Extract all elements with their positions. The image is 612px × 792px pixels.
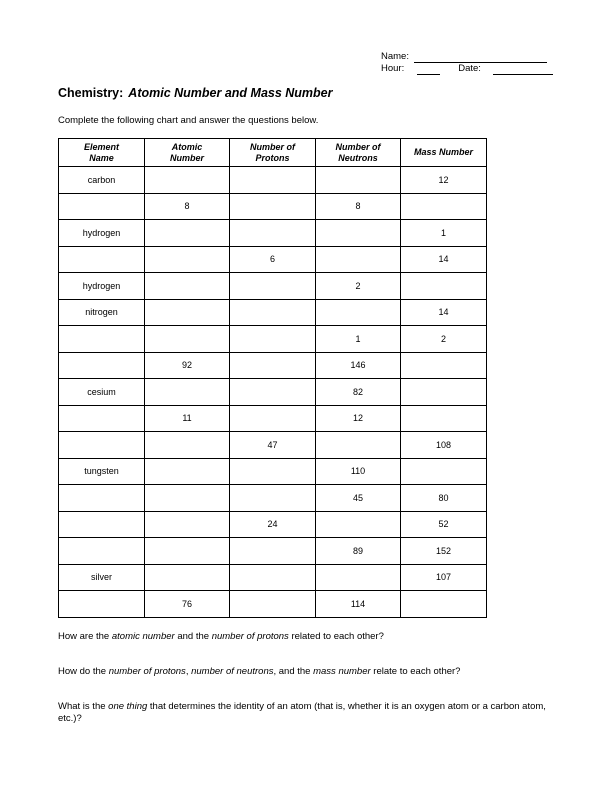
cell-protons: 47	[230, 432, 316, 459]
cell-element-name: carbon	[59, 167, 145, 194]
table-row	[59, 246, 487, 273]
cell-element-name[interactable]	[59, 432, 145, 459]
date-label: Date:	[458, 63, 481, 74]
cell-protons[interactable]	[230, 458, 316, 485]
cell-protons: 6	[230, 246, 316, 273]
cell-neutrons: 12	[316, 405, 401, 432]
cell-mass-number: 1	[401, 220, 487, 247]
cell-atomic-number[interactable]	[145, 220, 230, 247]
chart-header-row	[59, 139, 487, 167]
cell-protons[interactable]	[230, 273, 316, 300]
cell-element-name[interactable]	[59, 326, 145, 353]
cell-mass-number: 107	[401, 564, 487, 591]
cell-atomic-number[interactable]	[145, 299, 230, 326]
header-mass-number: Mass Number	[401, 139, 487, 167]
cell-mass-number[interactable]	[401, 405, 487, 432]
cell-protons[interactable]	[230, 538, 316, 565]
cell-element-name[interactable]	[59, 193, 145, 220]
cell-atomic-number[interactable]	[145, 326, 230, 353]
cell-mass-number: 2	[401, 326, 487, 353]
cell-neutrons[interactable]	[316, 564, 401, 591]
date-blank[interactable]	[493, 64, 553, 75]
cell-atomic-number[interactable]	[145, 485, 230, 512]
cell-atomic-number[interactable]	[145, 379, 230, 406]
cell-element-name: silver	[59, 564, 145, 591]
cell-element-name[interactable]	[59, 511, 145, 538]
table-row	[59, 352, 487, 379]
cell-mass-number[interactable]	[401, 352, 487, 379]
cell-neutrons: 82	[316, 379, 401, 406]
name-line	[381, 51, 553, 63]
page-title	[58, 86, 333, 100]
cell-protons[interactable]	[230, 379, 316, 406]
cell-element-name: hydrogen	[59, 273, 145, 300]
cell-protons[interactable]	[230, 220, 316, 247]
cell-protons[interactable]	[230, 193, 316, 220]
cell-atomic-number[interactable]	[145, 458, 230, 485]
cell-element-name[interactable]	[59, 352, 145, 379]
cell-element-name[interactable]	[59, 405, 145, 432]
cell-mass-number: 12	[401, 167, 487, 194]
cell-mass-number: 14	[401, 299, 487, 326]
hour-blank[interactable]	[417, 64, 440, 75]
table-row	[59, 591, 487, 618]
title-main: Chemistry:	[58, 86, 124, 100]
cell-atomic-number: 8	[145, 193, 230, 220]
cell-protons[interactable]	[230, 485, 316, 512]
instructions: Complete the following chart and answer the questions below.	[58, 115, 319, 126]
question-2: How do the number of protons, number of neutrons, and the mass number relate to each other?	[58, 666, 461, 677]
cell-protons[interactable]	[230, 326, 316, 353]
table-row	[59, 564, 487, 591]
cell-atomic-number[interactable]	[145, 432, 230, 459]
cell-mass-number: 108	[401, 432, 487, 459]
cell-neutrons: 1	[316, 326, 401, 353]
cell-atomic-number[interactable]	[145, 564, 230, 591]
cell-neutrons[interactable]	[316, 246, 401, 273]
table-row	[59, 167, 487, 194]
cell-mass-number: 52	[401, 511, 487, 538]
cell-atomic-number[interactable]	[145, 246, 230, 273]
table-row	[59, 193, 487, 220]
cell-atomic-number[interactable]	[145, 511, 230, 538]
cell-element-name: cesium	[59, 379, 145, 406]
cell-neutrons: 146	[316, 352, 401, 379]
cell-neutrons: 110	[316, 458, 401, 485]
table-row	[59, 432, 487, 459]
cell-element-name: nitrogen	[59, 299, 145, 326]
cell-mass-number: 80	[401, 485, 487, 512]
cell-mass-number: 14	[401, 246, 487, 273]
cell-atomic-number: 76	[145, 591, 230, 618]
cell-mass-number[interactable]	[401, 458, 487, 485]
cell-atomic-number[interactable]	[145, 273, 230, 300]
table-row	[59, 379, 487, 406]
name-blank[interactable]	[414, 52, 547, 63]
cell-protons[interactable]	[230, 299, 316, 326]
table-row	[59, 458, 487, 485]
cell-mass-number[interactable]	[401, 379, 487, 406]
header-atomic-number: Atomic Number	[145, 139, 230, 167]
cell-neutrons[interactable]	[316, 167, 401, 194]
cell-protons[interactable]	[230, 405, 316, 432]
name-label: Name:	[381, 51, 409, 62]
cell-neutrons[interactable]	[316, 511, 401, 538]
table-row	[59, 538, 487, 565]
title-subtitle: Atomic Number and Mass Number	[128, 86, 333, 100]
header-element-name: Element Name	[59, 139, 145, 167]
table-row	[59, 405, 487, 432]
cell-atomic-number: 92	[145, 352, 230, 379]
cell-mass-number[interactable]	[401, 273, 487, 300]
cell-atomic-number[interactable]	[145, 167, 230, 194]
cell-neutrons: 114	[316, 591, 401, 618]
cell-protons: 24	[230, 511, 316, 538]
cell-element-name: tungsten	[59, 458, 145, 485]
cell-atomic-number[interactable]	[145, 538, 230, 565]
table-row	[59, 273, 487, 300]
cell-neutrons: 45	[316, 485, 401, 512]
header-number-of-neutrons: Number of Neutrons	[316, 139, 401, 167]
cell-protons[interactable]	[230, 564, 316, 591]
table-row	[59, 299, 487, 326]
cell-protons[interactable]	[230, 352, 316, 379]
cell-neutrons: 89	[316, 538, 401, 565]
cell-element-name[interactable]	[59, 485, 145, 512]
hour-date-line	[381, 63, 553, 75]
table-row	[59, 326, 487, 353]
cell-element-name: hydrogen	[59, 220, 145, 247]
cell-element-name[interactable]	[59, 246, 145, 273]
hour-label: Hour:	[381, 63, 405, 74]
cell-neutrons[interactable]	[316, 432, 401, 459]
cell-element-name[interactable]	[59, 538, 145, 565]
cell-neutrons[interactable]	[316, 299, 401, 326]
cell-neutrons: 8	[316, 193, 401, 220]
cell-protons[interactable]	[230, 167, 316, 194]
header-number-of-protons: Number of Protons	[230, 139, 316, 167]
cell-atomic-number: 11	[145, 405, 230, 432]
cell-protons[interactable]	[230, 591, 316, 618]
question-1: How are the atomic number and the number of protons related to each other?	[58, 631, 384, 642]
table-row	[59, 220, 487, 247]
cell-neutrons[interactable]	[316, 220, 401, 247]
table-row	[59, 511, 487, 538]
cell-element-name[interactable]	[59, 591, 145, 618]
question-3: What is the one thing that determines the identity of an atom (that is, whether it is an oxygen atom or a carbon atom, etc.)?	[58, 701, 546, 724]
student-info	[381, 51, 553, 75]
chart-body	[59, 167, 487, 618]
cell-mass-number[interactable]	[401, 193, 487, 220]
cell-mass-number: 152	[401, 538, 487, 565]
cell-mass-number[interactable]	[401, 591, 487, 618]
cell-neutrons: 2	[316, 273, 401, 300]
atomic-chart	[58, 138, 487, 618]
table-row	[59, 485, 487, 512]
